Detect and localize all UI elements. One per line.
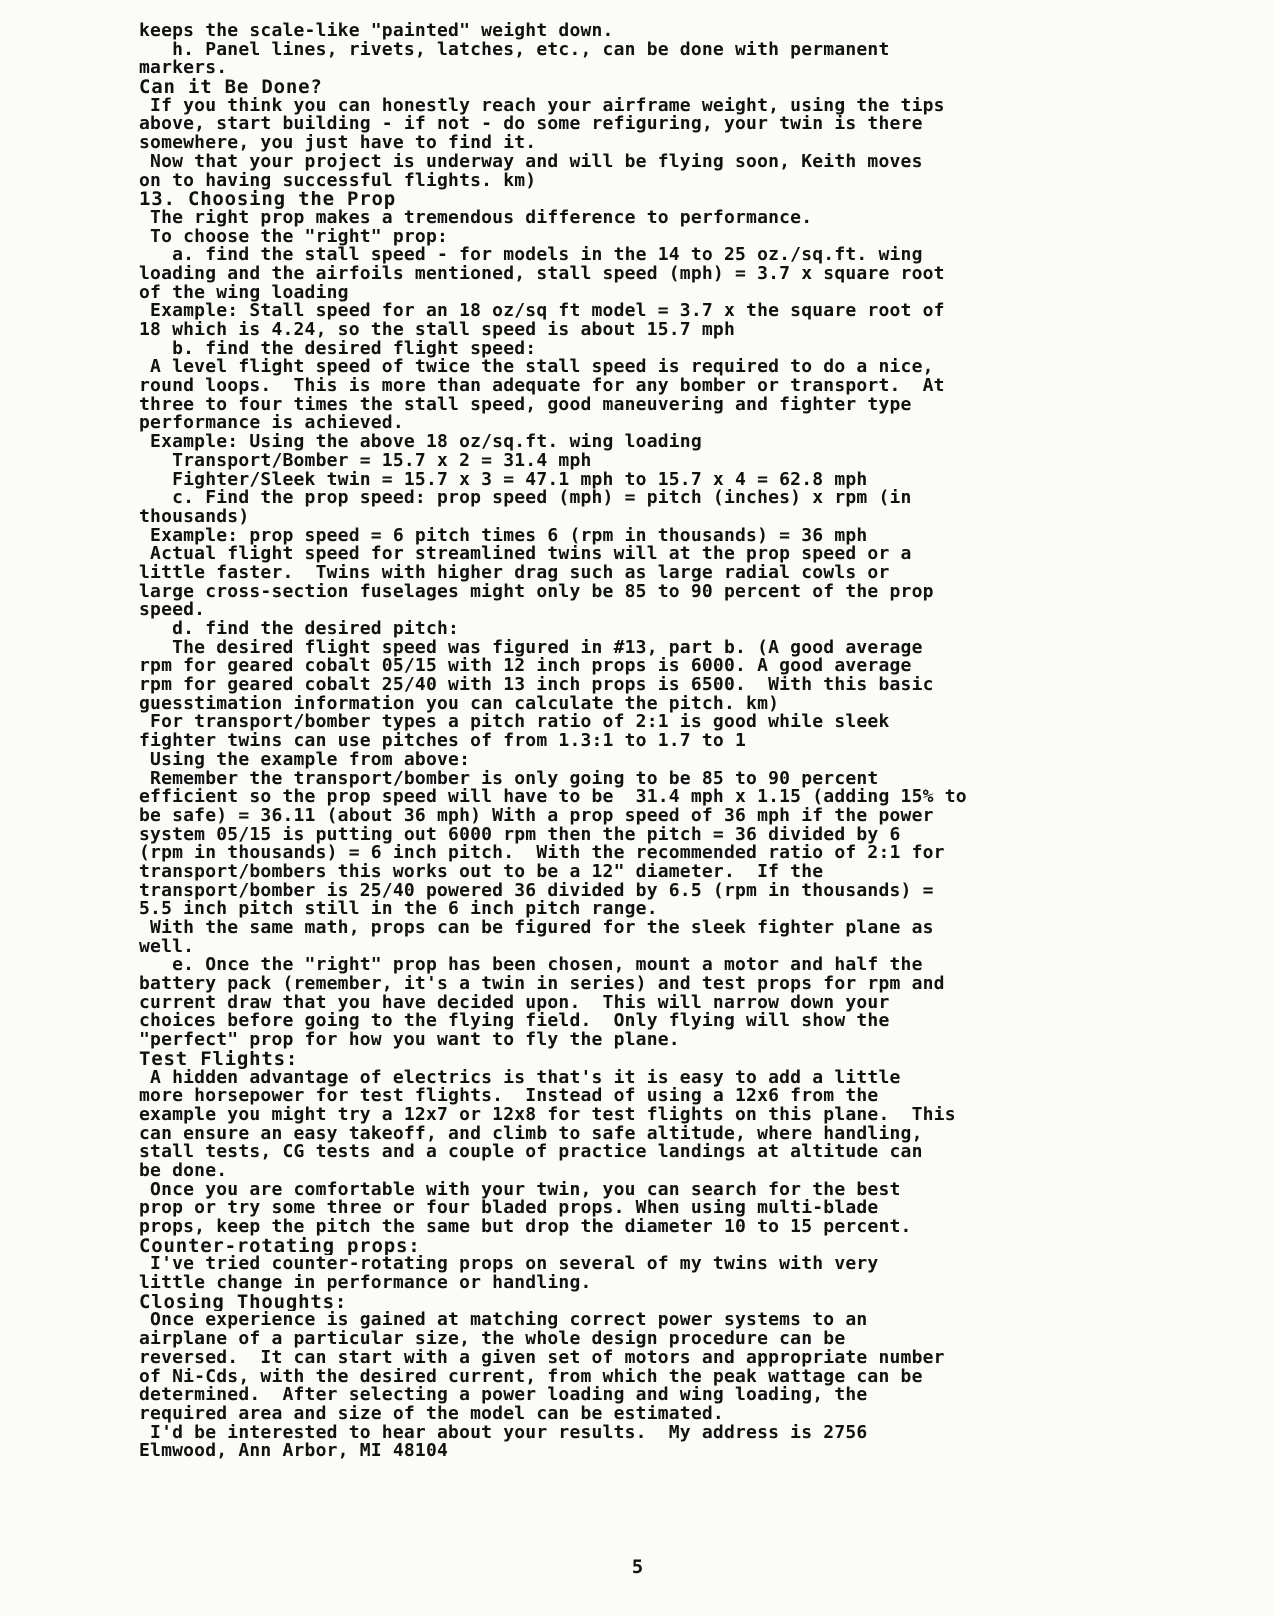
page-number: 5 [631, 1556, 644, 1578]
text-line: well. [139, 937, 195, 957]
text-line: efficient so the prop speed will have to be 31.4 mph x 1.15 (adding 15% to [139, 788, 967, 807]
text-line: Fighter/Sleek twin = 15.7 x 3 = 47.1 mph to 15.7 x 4 = 62.8 mph [139, 470, 868, 490]
text-line: be safe) = 36.11 (about 36 mph) With a prop speed of 36 mph if the power [139, 806, 934, 826]
text-line: Using the example from above: [139, 750, 471, 770]
text-line: c. Find the prop speed: prop speed (mph) = pitch (inches) x rpm (in [139, 489, 912, 508]
text-line: reversed. It can start with a given set of motors and appropriate number [139, 1348, 945, 1368]
text-line: transport/bomber is 25/40 powered 36 divided by 6.5 (rpm in thousands) = [139, 881, 934, 901]
text-line: I've tried counter-rotating props on several of my twins with very [139, 1255, 879, 1275]
text-line: Actual flight speed for streamlined twins will at the prop speed or a [139, 545, 912, 564]
text-line: a. find the stall speed - for models in the 14 to 25 oz./sq.ft. wing [139, 246, 923, 265]
text-line: on to having successful flights. km) [139, 171, 537, 191]
section-heading: Closing Thoughts: [139, 1292, 348, 1312]
text-line: (rpm in thousands) = 6 inch pitch. With the recommended ratio of 2:1 for [139, 844, 945, 863]
text-line: markers. [139, 59, 228, 79]
text-line: d. find the desired pitch: [139, 620, 460, 639]
text-line: Now that your project is underway and will be flying soon, Keith moves [139, 152, 923, 172]
text-line: "perfect" prop for how you want to fly the plane. [139, 1031, 680, 1050]
text-line: Remember the transport/bomber is only going to be 85 to 90 percent [139, 769, 879, 789]
text-line: keeps the scale-like "painted" weight down. [139, 22, 614, 41]
text-line: For transport/bomber types a pitch ratio of 2:1 is good while sleek [139, 713, 890, 733]
text-line: Transport/Bomber = 15.7 x 2 = 31.4 mph [139, 451, 592, 471]
text-line: transport/bombers this works out to be a 12" diameter. If the [139, 862, 824, 882]
text-line: somewhere, you just have to find it. [139, 134, 537, 153]
text-line: guesstimation information you can calculate the pitch. km) [139, 694, 780, 714]
text-line: example you might try a 12x7 or 12x8 for test flights on this plane. This [139, 1105, 956, 1125]
text-line: I'd be interested to hear about your results. My address is 2756 [139, 1423, 868, 1443]
text-line: rpm for geared cobalt 05/15 with 12 inch props is 6000. A good average [139, 657, 912, 677]
text-line: airplane of a particular size, the whole design procedure can be [139, 1330, 846, 1349]
text-line: With the same math, props can be figured for the sleek fighter plane as [139, 919, 934, 938]
text-line: little change in performance or handling. [139, 1274, 592, 1293]
text-line: required area and size of the model can be estimated. [139, 1404, 724, 1424]
text-line: A hidden advantage of electrics is that's it is easy to add a little [139, 1068, 901, 1088]
text-line: 5.5 inch pitch still in the 6 inch pitch range. [139, 900, 658, 919]
text-line: stall tests, CG tests and a couple of practice landings at altitude can [139, 1143, 923, 1162]
text-line: A level flight speed of twice the stall speed is required to do a nice, [139, 358, 934, 378]
text-line: Example: Stall speed for an 18 oz/sq ft model = 3.7 x the square root of [139, 302, 945, 321]
text-line: three to four times the stall speed, good maneuvering and fighter type [139, 395, 912, 415]
section-heading: Counter-rotating props: [139, 1236, 421, 1256]
text-line: Elmwood, Ann Arbor, MI 48104 [139, 1442, 449, 1461]
text-line: Once experience is gained at matching correct power systems to an [139, 1311, 868, 1331]
section-heading: 13. Choosing the Prop [139, 190, 397, 209]
text-line: Example: Using the above 18 oz/sq.ft. wing loading [139, 433, 702, 452]
text-line: e. Once the "right" prop has been chosen, mount a motor and half the [139, 956, 923, 976]
text-line: The desired flight speed was figured in #13, part b. (A good average [139, 638, 923, 658]
body-text [139, 22, 1149, 1461]
text-line: little faster. Twins with higher drag such as large radial cowls or [139, 563, 890, 583]
text-line: above, start building - if not - do some refiguring, your twin is there [139, 115, 923, 135]
text-line: Once you are comfortable with your twin, you can search for the best [139, 1180, 901, 1200]
section-heading: Can it Be Done? [139, 78, 323, 97]
text-line: loading and the airfoils mentioned, stall speed (mph) = 3.7 x square root [139, 264, 945, 284]
text-line: be done. [139, 1161, 228, 1181]
text-line: can ensure an easy takeoff, and climb to safe altitude, where handling, [139, 1124, 923, 1144]
text-line: choices before going to the flying field. Only flying will show the [139, 1012, 890, 1032]
text-line: h. Panel lines, rivets, latches, etc., can be done with permanent [139, 40, 890, 60]
section-heading: Test Flights: [139, 1049, 299, 1069]
text-line: thousands) [139, 507, 250, 527]
text-line: more horsepower for test flights. Instead of using a 12x6 from the [139, 1087, 879, 1106]
text-line: system 05/15 is putting out 6000 rpm then the pitch = 36 divided by 6 [139, 825, 901, 845]
text-line: speed. [139, 601, 206, 620]
text-line: The right prop makes a tremendous difference to performance. [139, 208, 813, 228]
text-line: of Ni-Cds, with the desired current, from which the peak wattage can be [139, 1367, 923, 1387]
text-line: performance is achieved. [139, 414, 404, 434]
text-line: 18 which is 4.24, so the stall speed is about 15.7 mph [139, 321, 735, 340]
text-line: prop or try some three or four bladed props. When using multi-blade [139, 1199, 879, 1218]
text-line: b. find the desired flight speed: [139, 339, 537, 359]
text-line: determined. After selecting a power loading and wing loading, the [139, 1386, 868, 1405]
text-line: round loops. This is more than adequate for any bomber or transport. At [139, 377, 945, 396]
text-line: If you think you can honestly reach your airframe weight, using the tips [139, 96, 945, 116]
text-line: props, keep the pitch the same but drop the diameter 10 to 15 percent. [139, 1218, 912, 1237]
text-line: fighter twins can use pitches of from 1.3:1 to 1.7 to 1 [139, 732, 747, 751]
text-line: To choose the "right" prop: [139, 227, 449, 247]
text-line: battery pack (remember, it's a twin in series) and test props for rpm and [139, 975, 945, 994]
text-line: rpm for geared cobalt 25/40 with 13 inch props is 6500. With this basic [139, 676, 934, 695]
text-line: large cross-section fuselages might only be 85 to 90 percent of the prop [139, 582, 934, 602]
text-line: Example: prop speed = 6 pitch times 6 (rpm in thousands) = 36 mph [139, 526, 868, 546]
text-line: current draw that you have decided upon. This will narrow down your [139, 993, 890, 1013]
text-line: of the wing loading [139, 283, 349, 303]
